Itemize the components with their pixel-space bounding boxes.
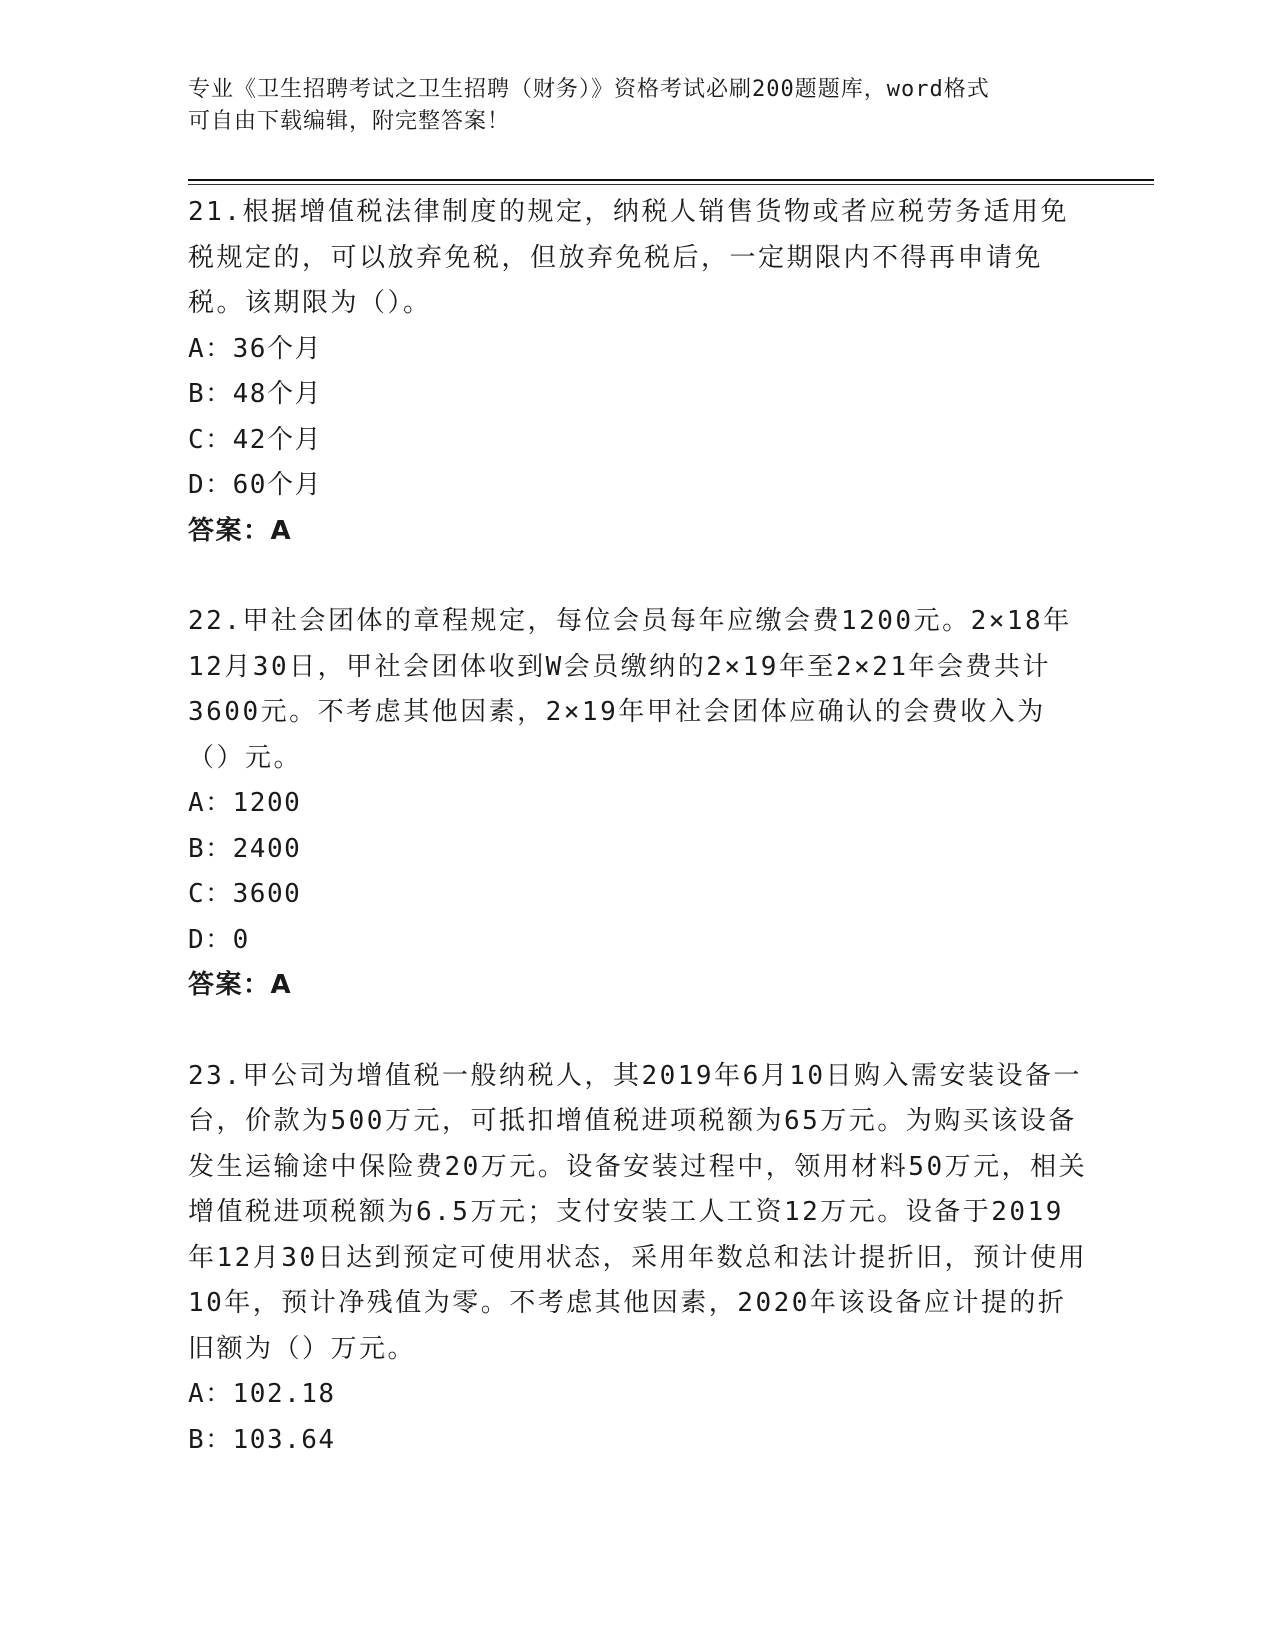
option-d: D：0: [188, 924, 250, 955]
answer-label: 答案：A: [188, 515, 293, 546]
option-d: D：60个月: [188, 470, 322, 500]
question-23: [188, 1054, 1088, 1464]
header-line-2: 可自由下载编辑，附完整答案！: [188, 109, 511, 134]
question-stem: 22.甲社会团体的章程规定，每位会员每年应缴会费1200元。2×18年12月30日，甲社会团体收到W会员缴纳的2×19年至2×21年会费共计3600元。不考虑其他因素，2×19年甲社会团体应确认的会费收入为（）元。: [188, 606, 1072, 773]
question-22: [188, 599, 1088, 1009]
question-list: [188, 190, 1088, 1463]
option-a: A：102.18: [188, 1379, 336, 1409]
header-line-1: 专业《卫生招聘考试之卫生招聘（财务）》资格考试必刷200题题库，word格式: [188, 77, 990, 102]
option-a: A：36个月: [188, 333, 322, 364]
document-header: [188, 74, 1088, 138]
option-b: B：2400: [188, 833, 302, 864]
option-a: A：1200: [188, 788, 302, 818]
question-stem: 21.根据增值税法律制度的规定，纳税人销售货物或者应税劳务适用免税规定的，可以放弃免税，但放弃免税后，一定期限内不得再申请免税。该期限为（）。: [188, 197, 1069, 318]
option-b: B：48个月: [188, 379, 322, 409]
option-c: C：3600: [188, 879, 302, 909]
header-divider-thick: [188, 179, 1154, 181]
option-b: B：103.64: [188, 1424, 336, 1455]
question-stem: 23.甲公司为增值税一般纳税人，其2019年6月10日购入需安装设备一台，价款为500万元，可抵扣增值税进项税额为65万元。为购买该设备发生运输途中保险费20万元。设备安装过程中，领用材料50万元，相关增值税进项税额为6.5万元；支付安装工人工资12万元。设备于2019年12月30日达到预定可使用状态，采用年数总和法计提折旧，预计使用10年，预计净残值为零。不考虑其他因素，2020年该设备应计提的折旧额为（）万元。: [188, 1060, 1088, 1364]
option-c: C：42个月: [188, 424, 322, 455]
header-divider-thin: [188, 184, 1154, 185]
answer-label: 答案：A: [188, 970, 293, 1000]
question-21: [188, 190, 1088, 554]
